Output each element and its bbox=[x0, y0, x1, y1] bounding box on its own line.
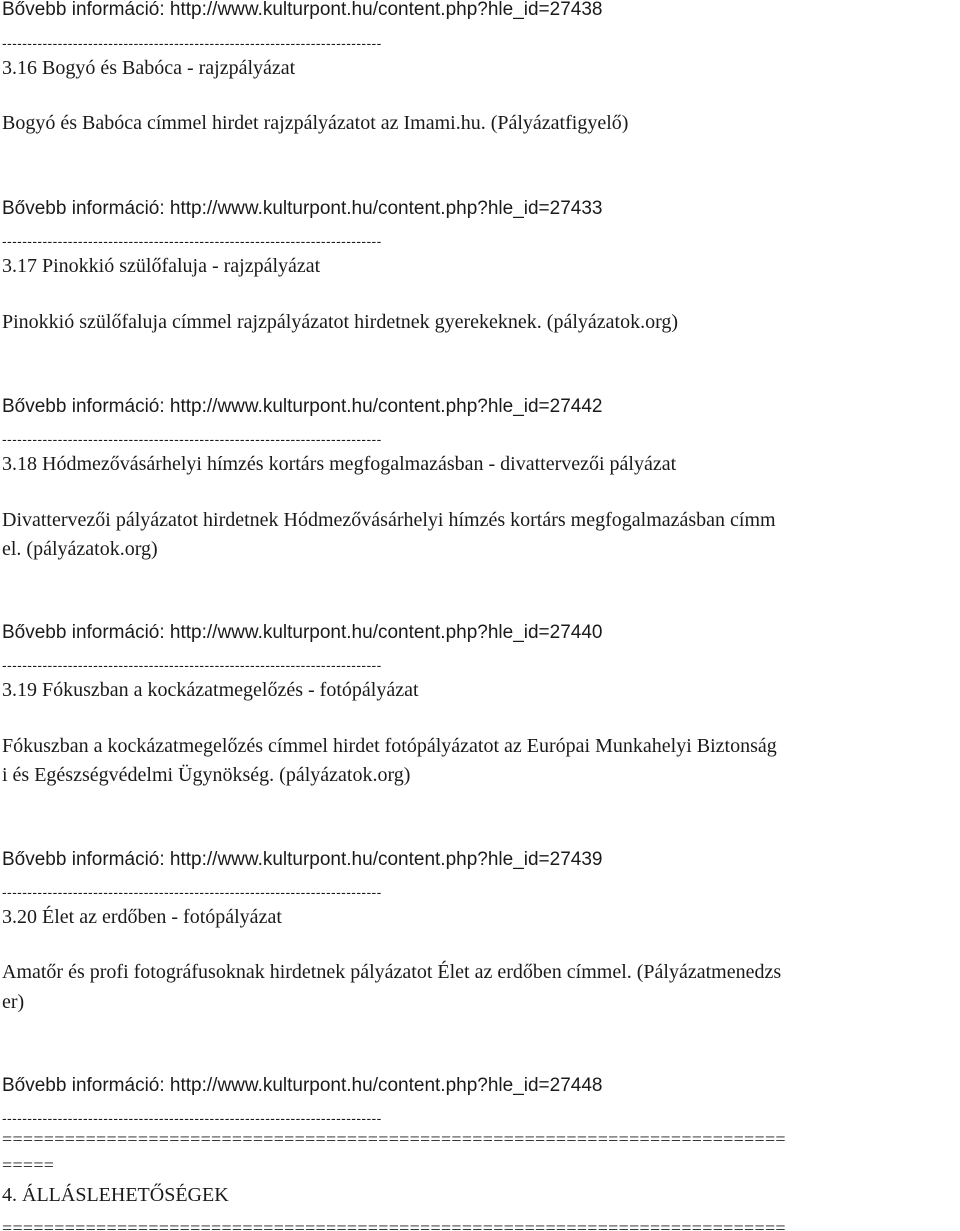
equals-separator: =========================================================================== bbox=[2, 1129, 786, 1149]
equals-separator-continuation: ===== bbox=[2, 1155, 55, 1175]
more-info-line-27442: Bővebb információ: http://www.kulturpont.hu/content.php?hle_id=27442 bbox=[2, 396, 603, 417]
more-info-line-27448: Bővebb információ: http://www.kulturpont.hu/content.php?hle_id=27448 bbox=[2, 1075, 603, 1096]
dash-separator: --------------------------------------------------------------------------- bbox=[2, 657, 382, 673]
section-title-3-17: 3.17 Pinokkió szülőfaluja - rajzpályázat bbox=[2, 255, 321, 277]
section-body-3-16: Bogyó és Babóca címmel hirdet rajzpályázatot az Imami.hu. (Pályázatfigyelő) bbox=[2, 112, 629, 134]
section-body-3-18-line-2: el. (pályázatok.org) bbox=[2, 538, 158, 560]
dash-separator: --------------------------------------------------------------------------- bbox=[2, 431, 382, 447]
section-title-3-20: 3.20 Élet az erdőben - fotópályázat bbox=[2, 906, 282, 928]
section-title-3-18: 3.18 Hódmezővásárhelyi hímzés kortárs megfogalmazásban - divattervezői pályázat bbox=[2, 453, 677, 475]
more-info-line-27440: Bővebb információ: http://www.kulturpont.hu/content.php?hle_id=27440 bbox=[2, 622, 603, 643]
section-body-3-20-line-2: er) bbox=[2, 991, 25, 1013]
section-body-3-17: Pinokkió szülőfaluja címmel rajzpályázatot hirdetnek gyerekeknek. (pályázatok.org) bbox=[2, 311, 679, 333]
dash-separator: --------------------------------------------------------------------------- bbox=[2, 884, 382, 900]
section-body-3-18-line-1: Divattervezői pályázatot hirdetnek Hódmezővásárhelyi hímzés kortárs megfogalmazásban címm bbox=[2, 509, 776, 531]
equals-separator: =========================================================================== bbox=[2, 1218, 786, 1231]
more-info-line-27438: Bővebb információ: http://www.kulturpont.hu/content.php?hle_id=27438 bbox=[2, 0, 603, 20]
section-title-3-19: 3.19 Fókuszban a kockázatmegelőzés - fotópályázat bbox=[2, 679, 419, 701]
section-title-4: 4. ÁLLÁSLEHETŐSÉGEK bbox=[2, 1184, 229, 1206]
dash-separator: --------------------------------------------------------------------------- bbox=[2, 1110, 382, 1126]
dash-separator: --------------------------------------------------------------------------- bbox=[2, 233, 382, 249]
more-info-line-27433: Bővebb információ: http://www.kulturpont.hu/content.php?hle_id=27433 bbox=[2, 198, 603, 219]
section-title-3-16: 3.16 Bogyó és Babóca - rajzpályázat bbox=[2, 57, 296, 79]
section-body-3-19-line-2: i és Egészségvédelmi Ügynökség. (pályázatok.org) bbox=[2, 764, 411, 786]
dash-separator: --------------------------------------------------------------------------- bbox=[2, 35, 382, 51]
section-body-3-19-line-1: Fókuszban a kockázatmegelőzés címmel hirdet fotópályázatot az Európai Munkahelyi Biztonság bbox=[2, 735, 777, 757]
equals-separator-clipped-wrapper bbox=[2, 1218, 786, 1231]
section-body-3-20-line-1: Amatőr és profi fotográfusoknak hirdetnek pályázatot Élet az erdőben címmel. (Pályázatmenedzs bbox=[2, 961, 782, 983]
more-info-line-27439: Bővebb információ: http://www.kulturpont.hu/content.php?hle_id=27439 bbox=[2, 849, 603, 870]
